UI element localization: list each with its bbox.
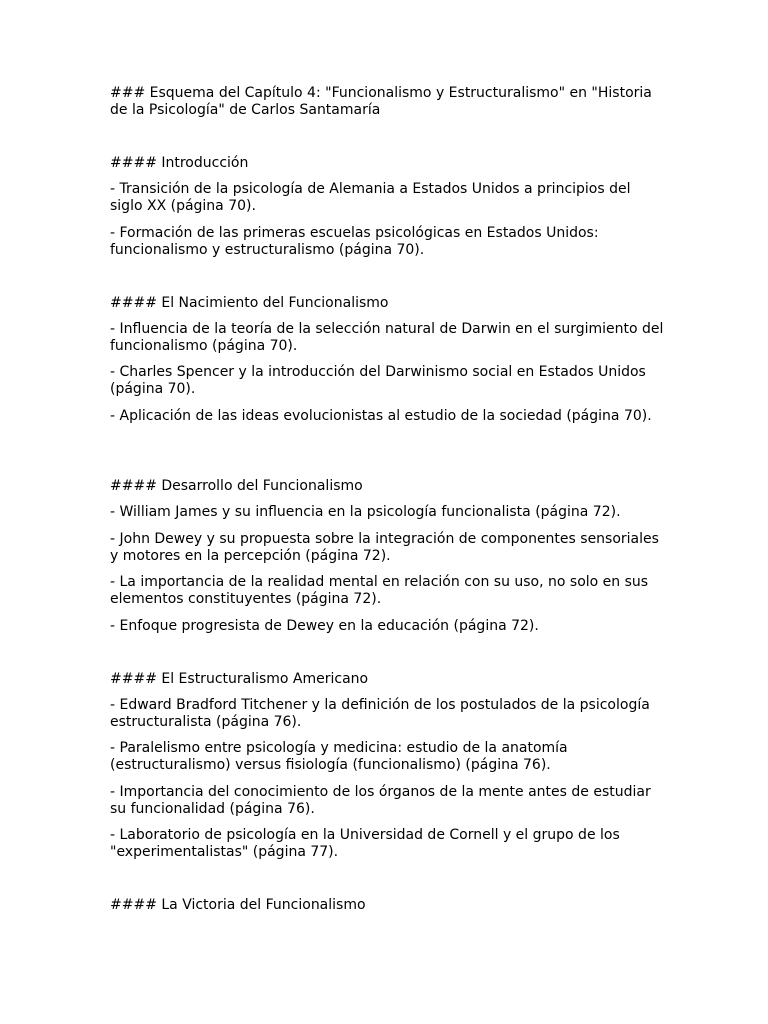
list-item: - William James y su influencia en la psicología funcionalista (página 72). — [110, 504, 621, 520]
list-item: - Formación de las primeras escuelas psicológicas en Estados Unidos: funcionalismo y estructuralismo (página 70). — [110, 225, 604, 258]
list-item: - Enfoque progresista de Dewey en la educación (página 72). — [110, 618, 539, 634]
list-item: - La importancia de la realidad mental en relación con su uso, no solo en sus elementos constituyentes (página 72). — [110, 574, 653, 607]
list-item: - John Dewey y su propuesta sobre la integración de componentes sensoriales y motores en la percepción (página 72). — [110, 531, 664, 564]
section-heading-estructuralismo-americano: #### El Estructuralismo Americano — [110, 671, 369, 687]
document-title: ### Esquema del Capítulo 4: "Funcionalismo y Estructuralismo" en "Historia de la Psicología" de Carlos Santamaría — [110, 85, 657, 118]
list-item: - Influencia de la teoría de la selección natural de Darwin en el surgimiento del funcionalismo (página 70). — [110, 321, 668, 354]
list-item: - Importancia del conocimiento de los órganos de la mente antes de estudiar su funcionalidad (página 76). — [110, 784, 656, 817]
section-heading-nacimiento-funcionalismo: #### El Nacimiento del Funcionalismo — [110, 295, 389, 311]
list-item: - Paralelismo entre psicología y medicina: estudio de la anatomía (estructuralismo) versus fisiología (funcionalismo) (página 76). — [110, 740, 573, 773]
list-item: - Laboratorio de psicología en la Universidad de Cornell y el grupo de los "experimentalistas" (página 77). — [110, 827, 625, 860]
section-heading-desarrollo-funcionalismo: #### Desarrollo del Funcionalismo — [110, 478, 363, 494]
list-item: - Aplicación de las ideas evolucionistas al estudio de la sociedad (página 70). — [110, 408, 652, 424]
list-item: - Charles Spencer y la introducción del Darwinismo social en Estados Unidos (página 70). — [110, 364, 651, 397]
list-item: - Edward Bradford Titchener y la definición de los postulados de la psicología estructuralista (página 76). — [110, 697, 655, 730]
section-heading-introduccion: #### Introducción — [110, 155, 249, 171]
list-item: - Transición de la psicología de Alemania a Estados Unidos a principios del siglo XX (página 70). — [110, 181, 635, 214]
section-heading-victoria-funcionalismo: #### La Victoria del Funcionalismo — [110, 897, 366, 913]
